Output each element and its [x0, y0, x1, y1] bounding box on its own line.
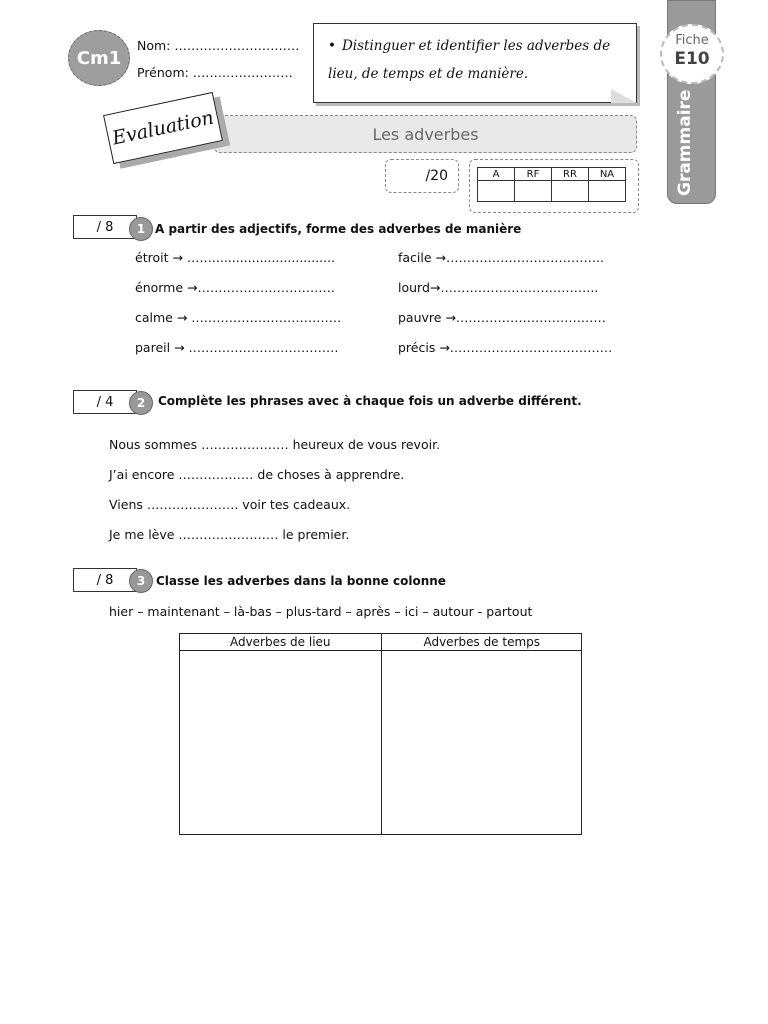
ex2-sentence[interactable]: Nous sommes ………………… heureux de vous revoir.: [109, 437, 441, 452]
grade-table: [477, 167, 626, 202]
page-curl-icon: [611, 89, 637, 103]
exercise1-number: 1: [129, 217, 153, 241]
objective-text: [328, 32, 628, 88]
ex1-item-pareil[interactable]: pareil → ………………………………: [135, 340, 339, 355]
grade-a: A: [478, 168, 515, 181]
ex2-sentence[interactable]: Je me lève …………………… le premier.: [109, 527, 350, 542]
ex1-item-etroit[interactable]: étroit → ……...............................: [135, 250, 336, 265]
grade-na: NA: [589, 168, 626, 181]
name-field[interactable]: Nom: …………………………: [137, 38, 300, 53]
grade-cell[interactable]: [552, 181, 589, 202]
grade-cell[interactable]: [589, 181, 626, 202]
evaluation-tag: Evaluation: [103, 92, 223, 164]
fiche-badge: [660, 24, 724, 84]
exercise3-number: 3: [129, 569, 153, 593]
ex1-item-calme[interactable]: calme → ………………………………: [135, 310, 342, 325]
first-name-field[interactable]: Prénom: ……………………: [137, 65, 293, 80]
ex3-word-list: hier – maintenant – là-bas – plus-tard – après – ici – autour - partout: [109, 604, 533, 619]
total-score-box: /20: [385, 159, 459, 193]
fiche-label: Fiche: [675, 33, 709, 48]
exercise2-number: 2: [129, 391, 153, 415]
grade-box: [469, 159, 639, 213]
bullet-icon: •: [328, 38, 336, 54]
classification-table: [179, 633, 582, 835]
ex1-item-facile[interactable]: facile →………………………………..: [398, 250, 604, 265]
exercise1-points: / 8: [73, 215, 137, 239]
exercise3-points: / 8: [73, 568, 137, 592]
grade-cell[interactable]: [515, 181, 552, 202]
page-title: Les adverbes: [214, 115, 637, 153]
column-header-temps: Adverbes de temps: [382, 634, 583, 651]
ex2-sentence[interactable]: Viens …………………. voir tes cadeaux.: [109, 497, 351, 512]
objective-label: Distinguer et identifier les adverbes de lieu, de temps et de manière.: [328, 38, 611, 82]
grade-rr: RR: [552, 168, 589, 181]
ex1-item-precis[interactable]: précis →…………………………………: [398, 340, 613, 355]
ex2-sentence[interactable]: J’ai encore ……………… de choses à apprendre.: [109, 467, 405, 482]
column-header-lieu: Adverbes de lieu: [180, 634, 381, 651]
exercise3-instruction: Classe les adverbes dans la bonne colonne: [156, 574, 446, 588]
grade-cell[interactable]: [478, 181, 515, 202]
ex1-item-lourd[interactable]: lourd→………………………………..: [398, 280, 599, 295]
exercise2-instruction: Complète les phrases avec à chaque fois un adverbe différent.: [158, 394, 582, 408]
ex1-item-pauvre[interactable]: pauvre →………………………………: [398, 310, 606, 325]
exercise1-instruction: A partir des adjectifs, forme des adverbes de manière: [155, 222, 522, 236]
fiche-code: E10: [674, 49, 710, 69]
objective-box: [313, 23, 637, 103]
grade-rf: RF: [515, 168, 552, 181]
ex1-item-enorme[interactable]: énorme →……………………………: [135, 280, 335, 295]
subject-label: Grammaire: [675, 89, 695, 196]
exercise2-points: / 4: [73, 390, 137, 414]
column-temps[interactable]: [381, 634, 583, 834]
level-badge: Cm1: [68, 30, 130, 86]
column-lieu[interactable]: [180, 634, 381, 834]
